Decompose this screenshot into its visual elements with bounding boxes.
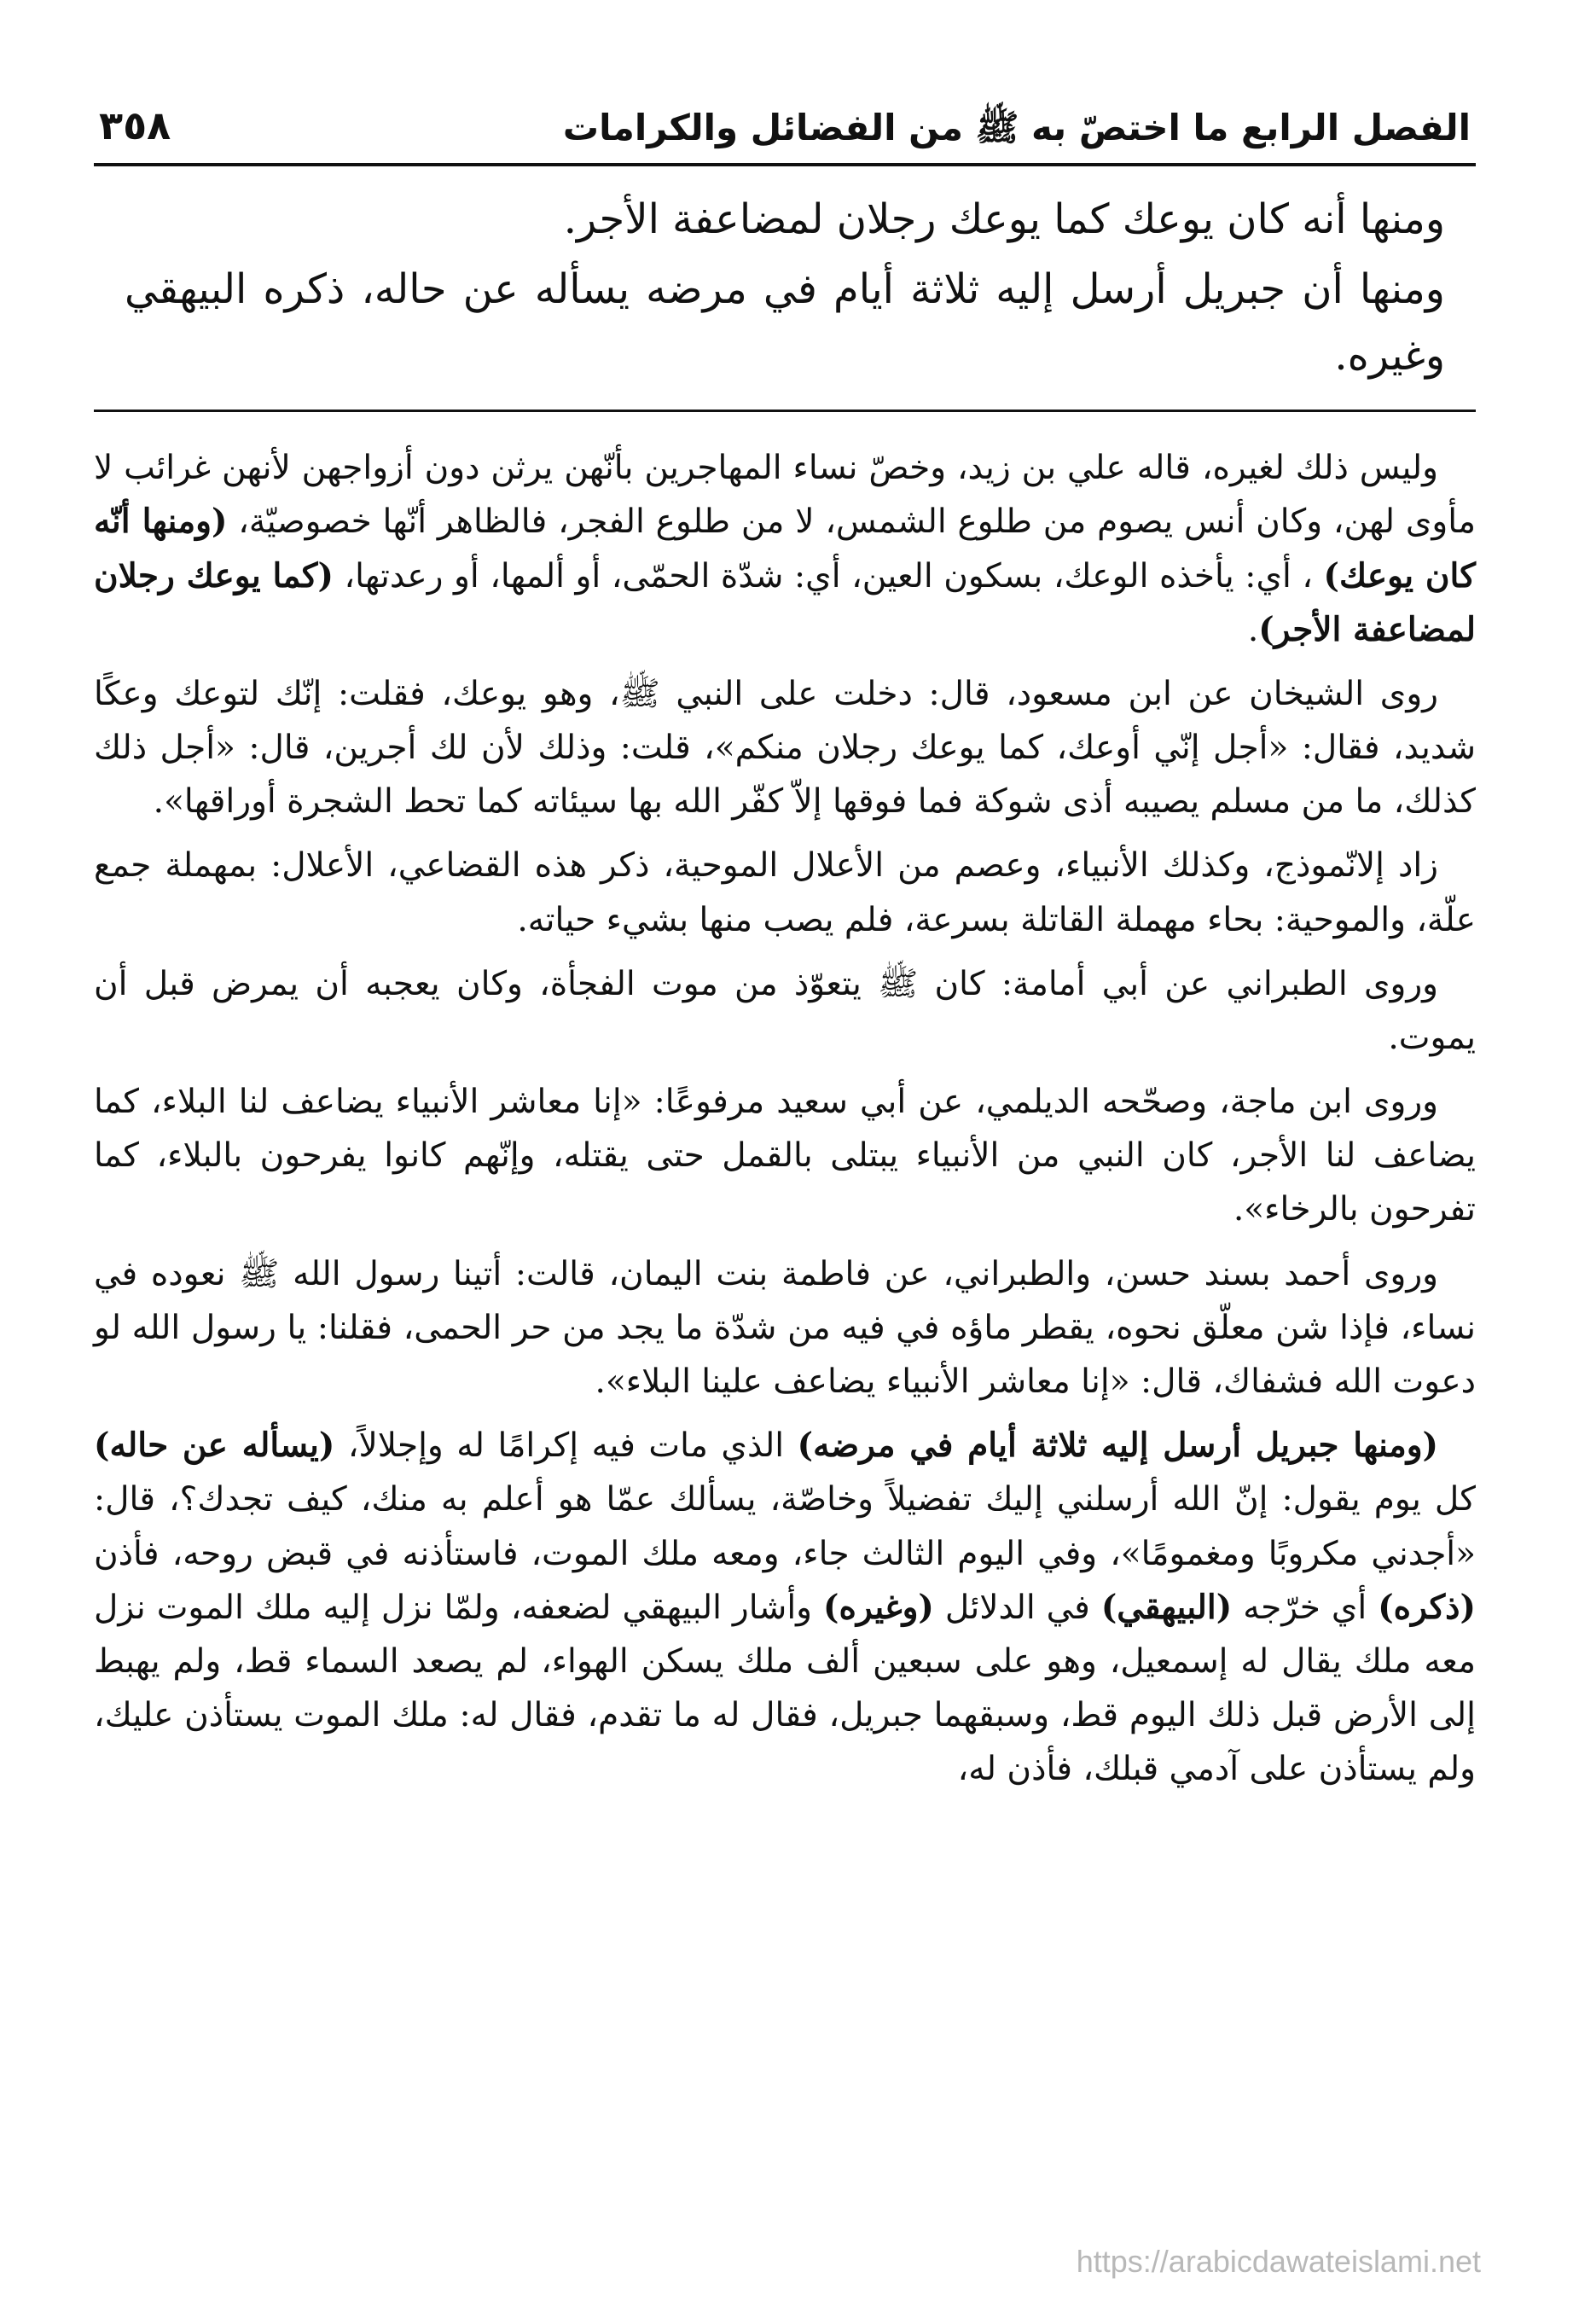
page-number: ٣٥٨ bbox=[99, 102, 171, 148]
commentary-text: الذي مات فيه إكرامًا له وإجلالاً، bbox=[334, 1426, 798, 1466]
quoted-matn: (يسأله عن حاله) bbox=[94, 1426, 335, 1466]
commentary-text: في الدلائل bbox=[933, 1588, 1101, 1627]
commentary-text: وليس ذلك لغيره، قاله علي بن زيد، وخصّ نساء المهاجرين بأنّهن يرثن دون أزواجهن لأنهن غرائب لا مأوى لهن، وكان أنس يصوم من طلوع الشمس، لا من طلوع الفجر، فالظاهر أنّها خصوصيّة، bbox=[94, 449, 1476, 542]
commentary-paragraph: زاد إلانّموذج، وكذلك الأنبياء، وعصم من الأعلال الموحية، ذكر هذه القضاعي، الأعلال: بمهملة جمع علّة، والموحية: بحاء مهملة القاتلة بسرعة، فلم يصب منها بشيء حياته. bbox=[94, 846, 1476, 939]
commentary-paragraph: وروى الطبراني عن أبي أمامة: كان ﷺ يتعوّذ من موت الفجأة، وكان يعجبه أن يمرض قبل أن يموت. bbox=[94, 964, 1476, 1057]
commentary-text: وأشار البيهقي لضعفه، ولمّا نزل إليه ملك الموت نزل معه ملك يقال له إسمعيل، وهو على سبعين ألف ملك يسكن الهواء، لم يصعد السماء قط، ولم يهبط إلى الأرض قبل ذلك اليوم قط، وسبقهما جبريل، فقال له ما تقدم، فقال له: ملك الموت يستأذن عليك، ولم يستأذن على آدمي قبلك، فأذن له، bbox=[94, 1588, 1476, 1789]
quoted-matn: (ومنها أنّه كان يوعك) bbox=[94, 502, 1476, 596]
commentary-paragraph: وروى ابن ماجة، وصحّحه الديلمي، عن أبي سعيد مرفوعًا: «إنا معاشر الأنبياء يضاعف لنا البلاء، كما يضاعف لنا الأجر، كان النبي من الأنبياء يبتلى بالقمل حتى يقتله، وإنّهم كانوا يفرحون بالبلاء، كما تفرحون بالرخاء». bbox=[94, 1083, 1476, 1229]
quoted-matn: (ومنها جبريل أرسل إليه ثلاثة أيام في مرضه) bbox=[797, 1426, 1438, 1466]
commentary-text: . bbox=[1247, 610, 1259, 649]
commentary-paragraph: وروى أحمد بسند حسن، والطبراني، عن فاطمة بنت اليمان، قالت: أتينا رسول الله ﷺ نعوده في نساء، فإذا شن معلّق نحوه، يقطر ماؤه في فيه من شدّة ما يجد من حر الحمى، فقلنا: يا رسول الله لو دعوت الله فشفاك، قال: «إنا معاشر الأنبياء يضاعف علينا البلاء». bbox=[94, 1254, 1476, 1401]
commentary-separator bbox=[94, 410, 1476, 412]
main-text-line: ومنها أن جبريل أرسل إليه ثلاثة أيام في مرضه يسأله عن حاله، ذكره البيهقي وغيره. bbox=[125, 264, 1445, 380]
header-rule bbox=[94, 163, 1476, 166]
running-header bbox=[94, 68, 1476, 149]
commentary-text: أي خرّجه bbox=[1232, 1588, 1379, 1627]
quoted-matn: (البيهقي) bbox=[1100, 1587, 1233, 1627]
book-page bbox=[94, 68, 1476, 2252]
main-text-line: ومنها أنه كان يوعك كما يوعك رجلان لمضاعفة الأجر. bbox=[563, 195, 1445, 243]
commentary-text: ، أي: يأخذه الوعك، بسكون العين، أي: شدّة الحمّى، أو ألمها، أو رعدتها، bbox=[333, 556, 1324, 596]
quoted-matn: (وغيره) bbox=[823, 1587, 934, 1627]
commentary-paragraph bbox=[94, 441, 1476, 657]
commentary bbox=[94, 441, 1476, 1796]
chapter-title: الفصل الرابع ما اختصّ به ﷺ من الفضائل والكرامات bbox=[562, 106, 1471, 148]
commentary-paragraph bbox=[94, 1419, 1476, 1796]
watermark-url: https://arabicdawateislami.net bbox=[1076, 2244, 1481, 2279]
quoted-matn: (ذكره) bbox=[1378, 1587, 1476, 1627]
commentary-paragraph: روى الشيخان عن ابن مسعود، قال: دخلت على النبي ﷺ، وهو يوعك، فقلت: إنّك لتوعك وعكًا شديد، فقال: «أجل إنّي أوعك، كما يوعك رجلان منكم»، قلت: وذلك لأن لك أجرين، قال: «أجل ذلك كذلك، ما من مسلم يصيبه أذى شوكة فما فوقها إلاّ كفّر الله بها سيئاته كما تحط الشجرة أوراقها». bbox=[94, 674, 1476, 822]
commentary-text: كل يوم يقول: إنّ الله أرسلني إليك تفضيلاً وخاصّة، يسألك عمّا هو أعلم به منك، كيف تجدك؟، قال: «أجدني مكروبًا ومغمومًا»، وفي اليوم الثالث جاء، ومعه ملك الموت، فاستأذنه في قبض روحه، فأذن bbox=[94, 1480, 1477, 1573]
quoted-matn: (كما يوعك رجلان لمضاعفة الأجر) bbox=[94, 555, 1476, 649]
main-text bbox=[125, 187, 1445, 389]
